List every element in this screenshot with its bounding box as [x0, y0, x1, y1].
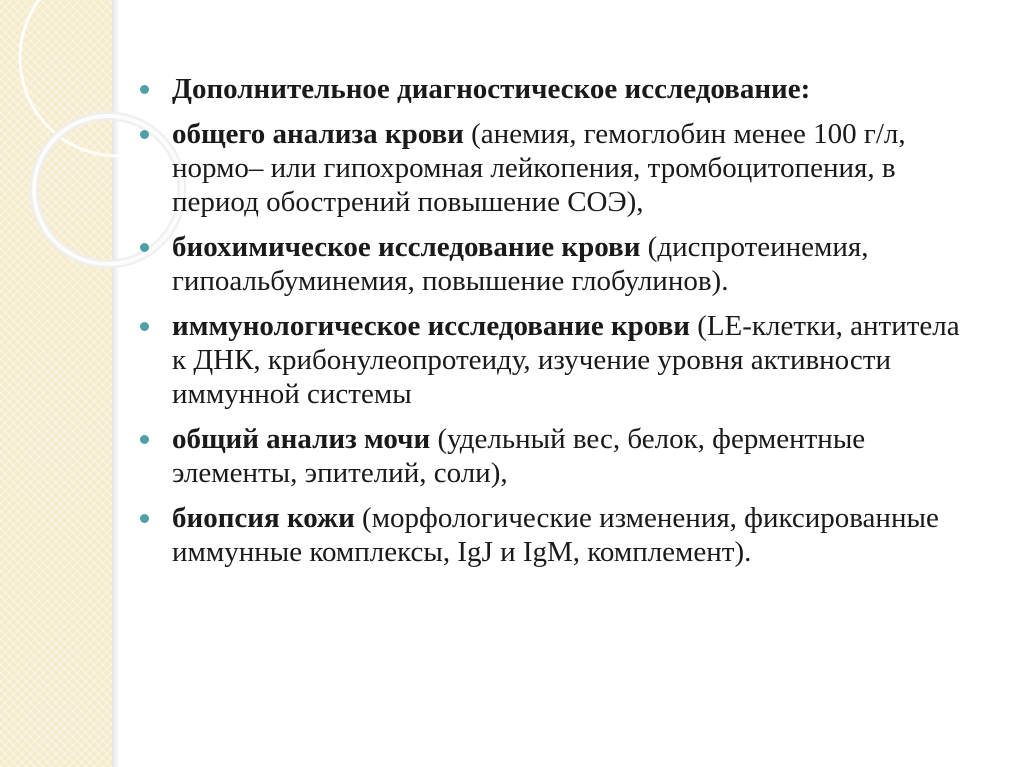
- bullet-detail: (удельный вес, белок, ферментные элементы, эпителий, соли),: [172, 423, 866, 489]
- bullet-term: Дополнительное диагностическое исследование:: [172, 73, 811, 105]
- bullet-detail: (LE-клетки, антитела к ДНК, крибонулеопротеиду, изучение уровня активности иммунной системы: [172, 310, 960, 410]
- bullet-dot-icon: [140, 322, 149, 331]
- bullet-list: [140, 72, 980, 569]
- bullet-term: иммунологическое исследование крови: [172, 310, 690, 342]
- slide-content: [140, 72, 980, 580]
- bullet-dot-icon: [140, 435, 149, 444]
- bullet-detail: (анемия, гемоглобин менее 100 г/л, нормо– или гипохромная лейкопения, тромбоцитопения, в период обострений повышение СОЭ),: [172, 118, 906, 218]
- bullet-detail: (морфологические изменения, фиксированные иммунные комплексы, IgJ и IgM, комплемент).: [172, 502, 939, 568]
- bullet-term: биохимическое исследование крови: [172, 231, 641, 263]
- bullet-dot-icon: [140, 514, 149, 523]
- bullet-item-biochemistry: [140, 230, 980, 298]
- bullet-detail: (диспротеинемия, гипоальбуминемия, повышение глобулинов).: [172, 231, 869, 297]
- bullet-term: биопсия кожи: [172, 502, 355, 534]
- bullet-item-immunology: [140, 309, 980, 411]
- bullet-term: общий анализ мочи: [172, 423, 431, 455]
- bullet-dot-icon: [140, 85, 149, 94]
- bullet-dot-icon: [140, 130, 149, 139]
- bullet-term: общего анализа крови: [172, 118, 464, 150]
- bullet-item-additional-diagnostics: [140, 72, 980, 106]
- bullet-dot-icon: [140, 243, 149, 252]
- bullet-item-blood-count: [140, 117, 980, 219]
- bullet-item-skin-biopsy: [140, 501, 980, 569]
- bullet-item-urinalysis: [140, 422, 980, 490]
